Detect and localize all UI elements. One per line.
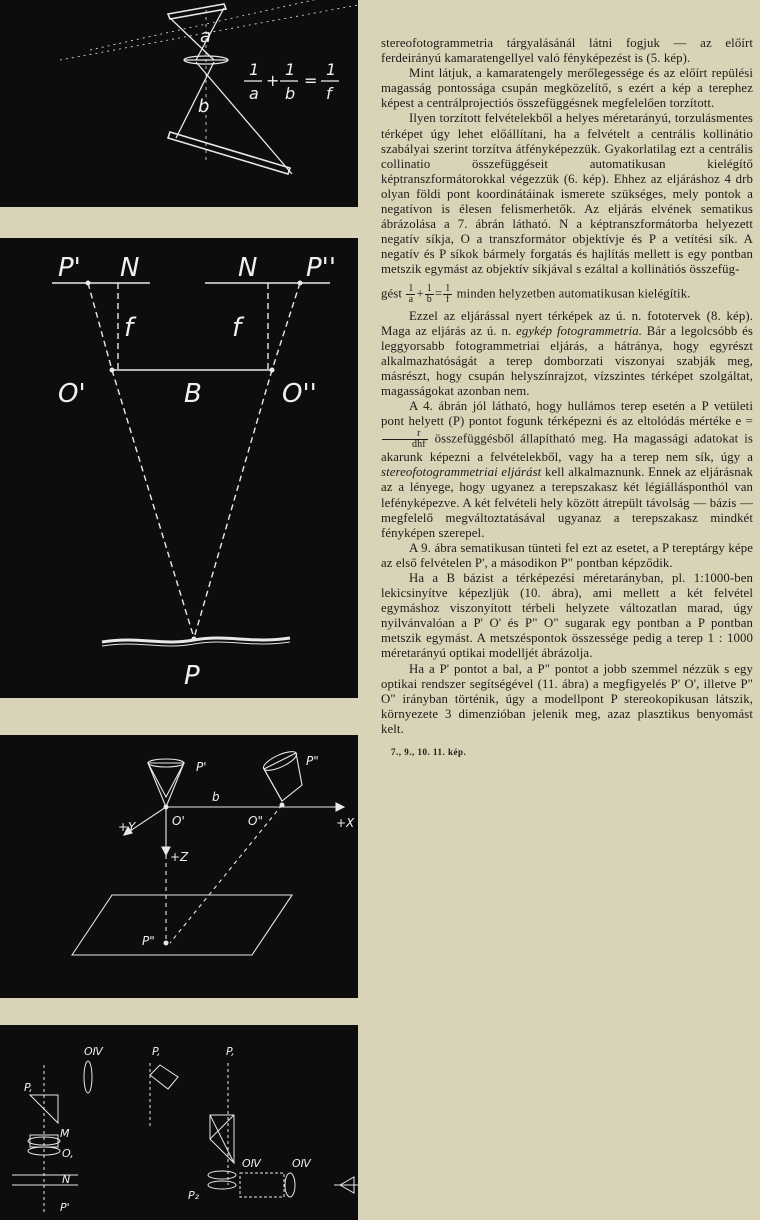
paragraph-5 <box>381 399 753 541</box>
eq1-pre: gést <box>381 285 403 300</box>
fig6-label-b: B <box>184 379 202 409</box>
paragraph-3: Ilyen torzított felvételekből a helyes méretarányú, torzulásmentes térképet úgy lehet előállítani, ha a felvételt a centrális kollinátio szabályai szerint torzítva átfényképezzük. Gyakorlatilag ezt a centrális collinatio összefüggéseit automatikusan kielégítő képtranszformátorokkal végezzük (6. kép). Ehhez az eljáráshoz 4 drb olyan földi pont koordinátáinak ismerete szükséges, mely pontok a negatívon is élesen felismerhetők. Az eljárás elvének sematikus ábrázolása a 7. ábrán látható. N a képtranszformátorba helyezett negatív síkja, O a transzformátor objektívje és P a vetítési sík. A negatív és P síkok bármely forgatás és hajlítás mellett is egy pontban metszik egymást az objektív síkjával s ezáltal a kollinátiós összefüg- <box>381 111 753 277</box>
fig8-label-5: N <box>62 1173 71 1186</box>
paragraph-4 <box>381 309 753 400</box>
figure-stereoscope-optics-drawing <box>0 1025 358 1220</box>
p4-b: Bár a legolcsóbb és leggyorsabb fotogrammetriai eljárás, a hátránya, hogy egyrészt alkalmazhatóságát a terep domborzati viszonyai szabják meg, másrészt, hogy csupán helyszínrajzot, vízszintes térképet szolgáltat, magasságokat azonban nem. <box>381 323 754 398</box>
fig5-formula <box>244 60 339 103</box>
figure-transformer-schema-drawing <box>0 238 358 698</box>
fig8-label-11: OⅣ <box>292 1157 311 1170</box>
fig8-label-10: OⅣ <box>242 1157 261 1170</box>
fig5-formula-n1: 1 <box>249 60 260 79</box>
fig7-label-y: +Y <box>118 820 136 834</box>
fig5-formula-d2: b <box>285 84 296 103</box>
eq1-plus: + <box>416 285 424 300</box>
eq1-n1: 1 <box>408 282 414 294</box>
fig8-label-2: OⅣ <box>84 1045 103 1058</box>
figure-stereo-geometry-drawing <box>0 735 358 998</box>
eq1-post: minden helyzetben automatikusan kielégítik. <box>456 285 691 300</box>
fig7-label-o2: O" <box>248 814 263 828</box>
fig8-label-4: O, <box>62 1147 74 1160</box>
fig5-formula-plus: + <box>266 71 280 90</box>
eq2-den: dhf <box>412 439 426 451</box>
fig6-label-p2: P'' <box>306 253 336 283</box>
eq1-n3: 1 <box>445 282 451 294</box>
fig8-label-1: P, <box>24 1081 33 1094</box>
eq1-frac-f <box>443 284 452 305</box>
fig6-label-p: P <box>184 661 200 691</box>
fig7-label-b: b <box>212 790 220 804</box>
paragraph-2: Mint látjuk, a kamaratengely merőlegessége és az előírt repülési magasság pontossága csupán megközelítő, s ezért a kép a terephez képest a centrálprojectiós összefüggésnek megfelelően torzított. <box>381 66 753 111</box>
fig6-label-o2: O'' <box>282 379 317 409</box>
eq2-frac <box>382 429 428 450</box>
fig7-label-p1: P' <box>196 760 207 774</box>
fig8-label-3: M <box>60 1127 70 1140</box>
fig5-formula-n2: 1 <box>285 60 296 79</box>
eq2-num: r <box>382 429 428 440</box>
eq1-d1: a <box>408 293 414 305</box>
p4-a: Ezzel az eljárással nyert térképek az ú. n. fototervek (8. kép). Maga az eljárás az ú. n. <box>381 308 753 338</box>
fig6-label-f1: f <box>124 313 134 343</box>
figure-stereoscope-optics <box>0 1025 358 1220</box>
p4-em: egykép fotogrammetria. <box>516 323 642 338</box>
fig8-label-7: P, <box>152 1045 161 1058</box>
fig8-label-9: P₂ <box>188 1189 200 1202</box>
p5-a: A 4. ábrán jól látható, hogy hullámos terep esetén a P vetületi pont helyett (P) pontot fogunk térképezni és az eltolódás mértéke e = <box>381 399 753 429</box>
paragraph-3-equation <box>381 284 753 305</box>
fig7-label-p2: P" <box>306 754 319 768</box>
paragraph-7: Ha a B bázist a térképezési méretarányban, pl. 1:1000-ben lekicsinyítve képezljük (10. ábra), ami mellett a két felvétel egymáshoz viszonyított térbeli helyzete változatlan marad, úgy nyilvánvalóan a P' O' és P" O" sugarak egy pontban a P pontban metszik egymást. A metszéspontok összessége pedig a terep 1 : 1000 méretarányú optikai modelljét ábrázolja. <box>381 571 753 661</box>
fig5-label-a: a <box>200 26 212 47</box>
fig7-label-p: P" <box>142 934 155 948</box>
p5-em: stereofotogrammetriai eljárást <box>381 465 542 480</box>
fig5-formula-d3: f <box>326 84 332 103</box>
fig6-label-p1: P' <box>58 253 81 283</box>
paragraph-6: A 9. ábra sematikusan tünteti fel ezt az esetet, a P tereptárgy képe az első felvételen P', a másodikon P" pontban képződik. <box>381 540 753 570</box>
paragraph-1: stereofotogrammetria tárgyalásánál látni fogjuk — az előírt ferdeirányú kamaratengellyel való fényképezést is (5. kép). <box>381 36 753 66</box>
fig7-label-x: +X <box>336 816 355 830</box>
figure-lens-equation-drawing <box>0 0 358 207</box>
p5-c: kell alkalmaznunk. Ennek az eljárásnak az a lényege, hogy ugyanez a terepszakasz két légiállásponthól van lefényképezve. A két felvételi hely között átrepült távolság — bázis — megfelelő megváltoztatásával ugyanaz a terepszakasz mindkét fényképen szerepel. <box>381 465 753 540</box>
eq1-frac-a <box>406 284 415 305</box>
fig5-formula-d1: a <box>249 84 259 103</box>
eq1-eq: = <box>434 285 443 300</box>
fig5-formula-eq: = <box>304 71 318 90</box>
fig6-label-n2: N <box>238 253 258 283</box>
fig6-label-n1: N <box>120 253 140 283</box>
figure-transformer-schema <box>0 238 358 698</box>
p5-b: összefüggésből állapítható meg. Ha magassági adatokat is akarunk képezni a felvételekből, vagy ha a terep nem sík, úgy a <box>381 431 753 465</box>
fig5-formula-n3: 1 <box>326 60 337 79</box>
fig7-label-z: +Z <box>170 850 189 864</box>
figure-stereo-geometry <box>0 735 358 998</box>
eq1-frac-b <box>425 284 434 305</box>
fig8-label-6: P' <box>60 1201 70 1214</box>
fig7-label-o1: O' <box>172 814 185 828</box>
eq1-n2: 1 <box>426 282 432 294</box>
fig5-label-b: b <box>198 96 210 117</box>
fig8-label-8: P, <box>226 1045 235 1058</box>
fig6-label-f2: f <box>232 313 242 343</box>
eq1-d2: b <box>426 293 432 305</box>
fig6-label-o1: O' <box>58 379 86 409</box>
article-text-column <box>381 36 753 760</box>
figure-caption: 7., 9., 10. 11. kép. <box>391 747 467 758</box>
paragraph-8: Ha a P' pontot a bal, a P" pontot a jobb szemmel nézzük s egy optikai rendszer segítségével (11. ábra) a megfigyelés P' O', illetve P" O" irányban történik, úgy a modellpont P stereokopikusan látszik, környezete 3 dimenzióban jelenik meg, azaz plasztikus benyomást kelt. <box>381 661 753 736</box>
eq1-d3: f <box>446 293 450 305</box>
figure-lens-equation <box>0 0 358 207</box>
